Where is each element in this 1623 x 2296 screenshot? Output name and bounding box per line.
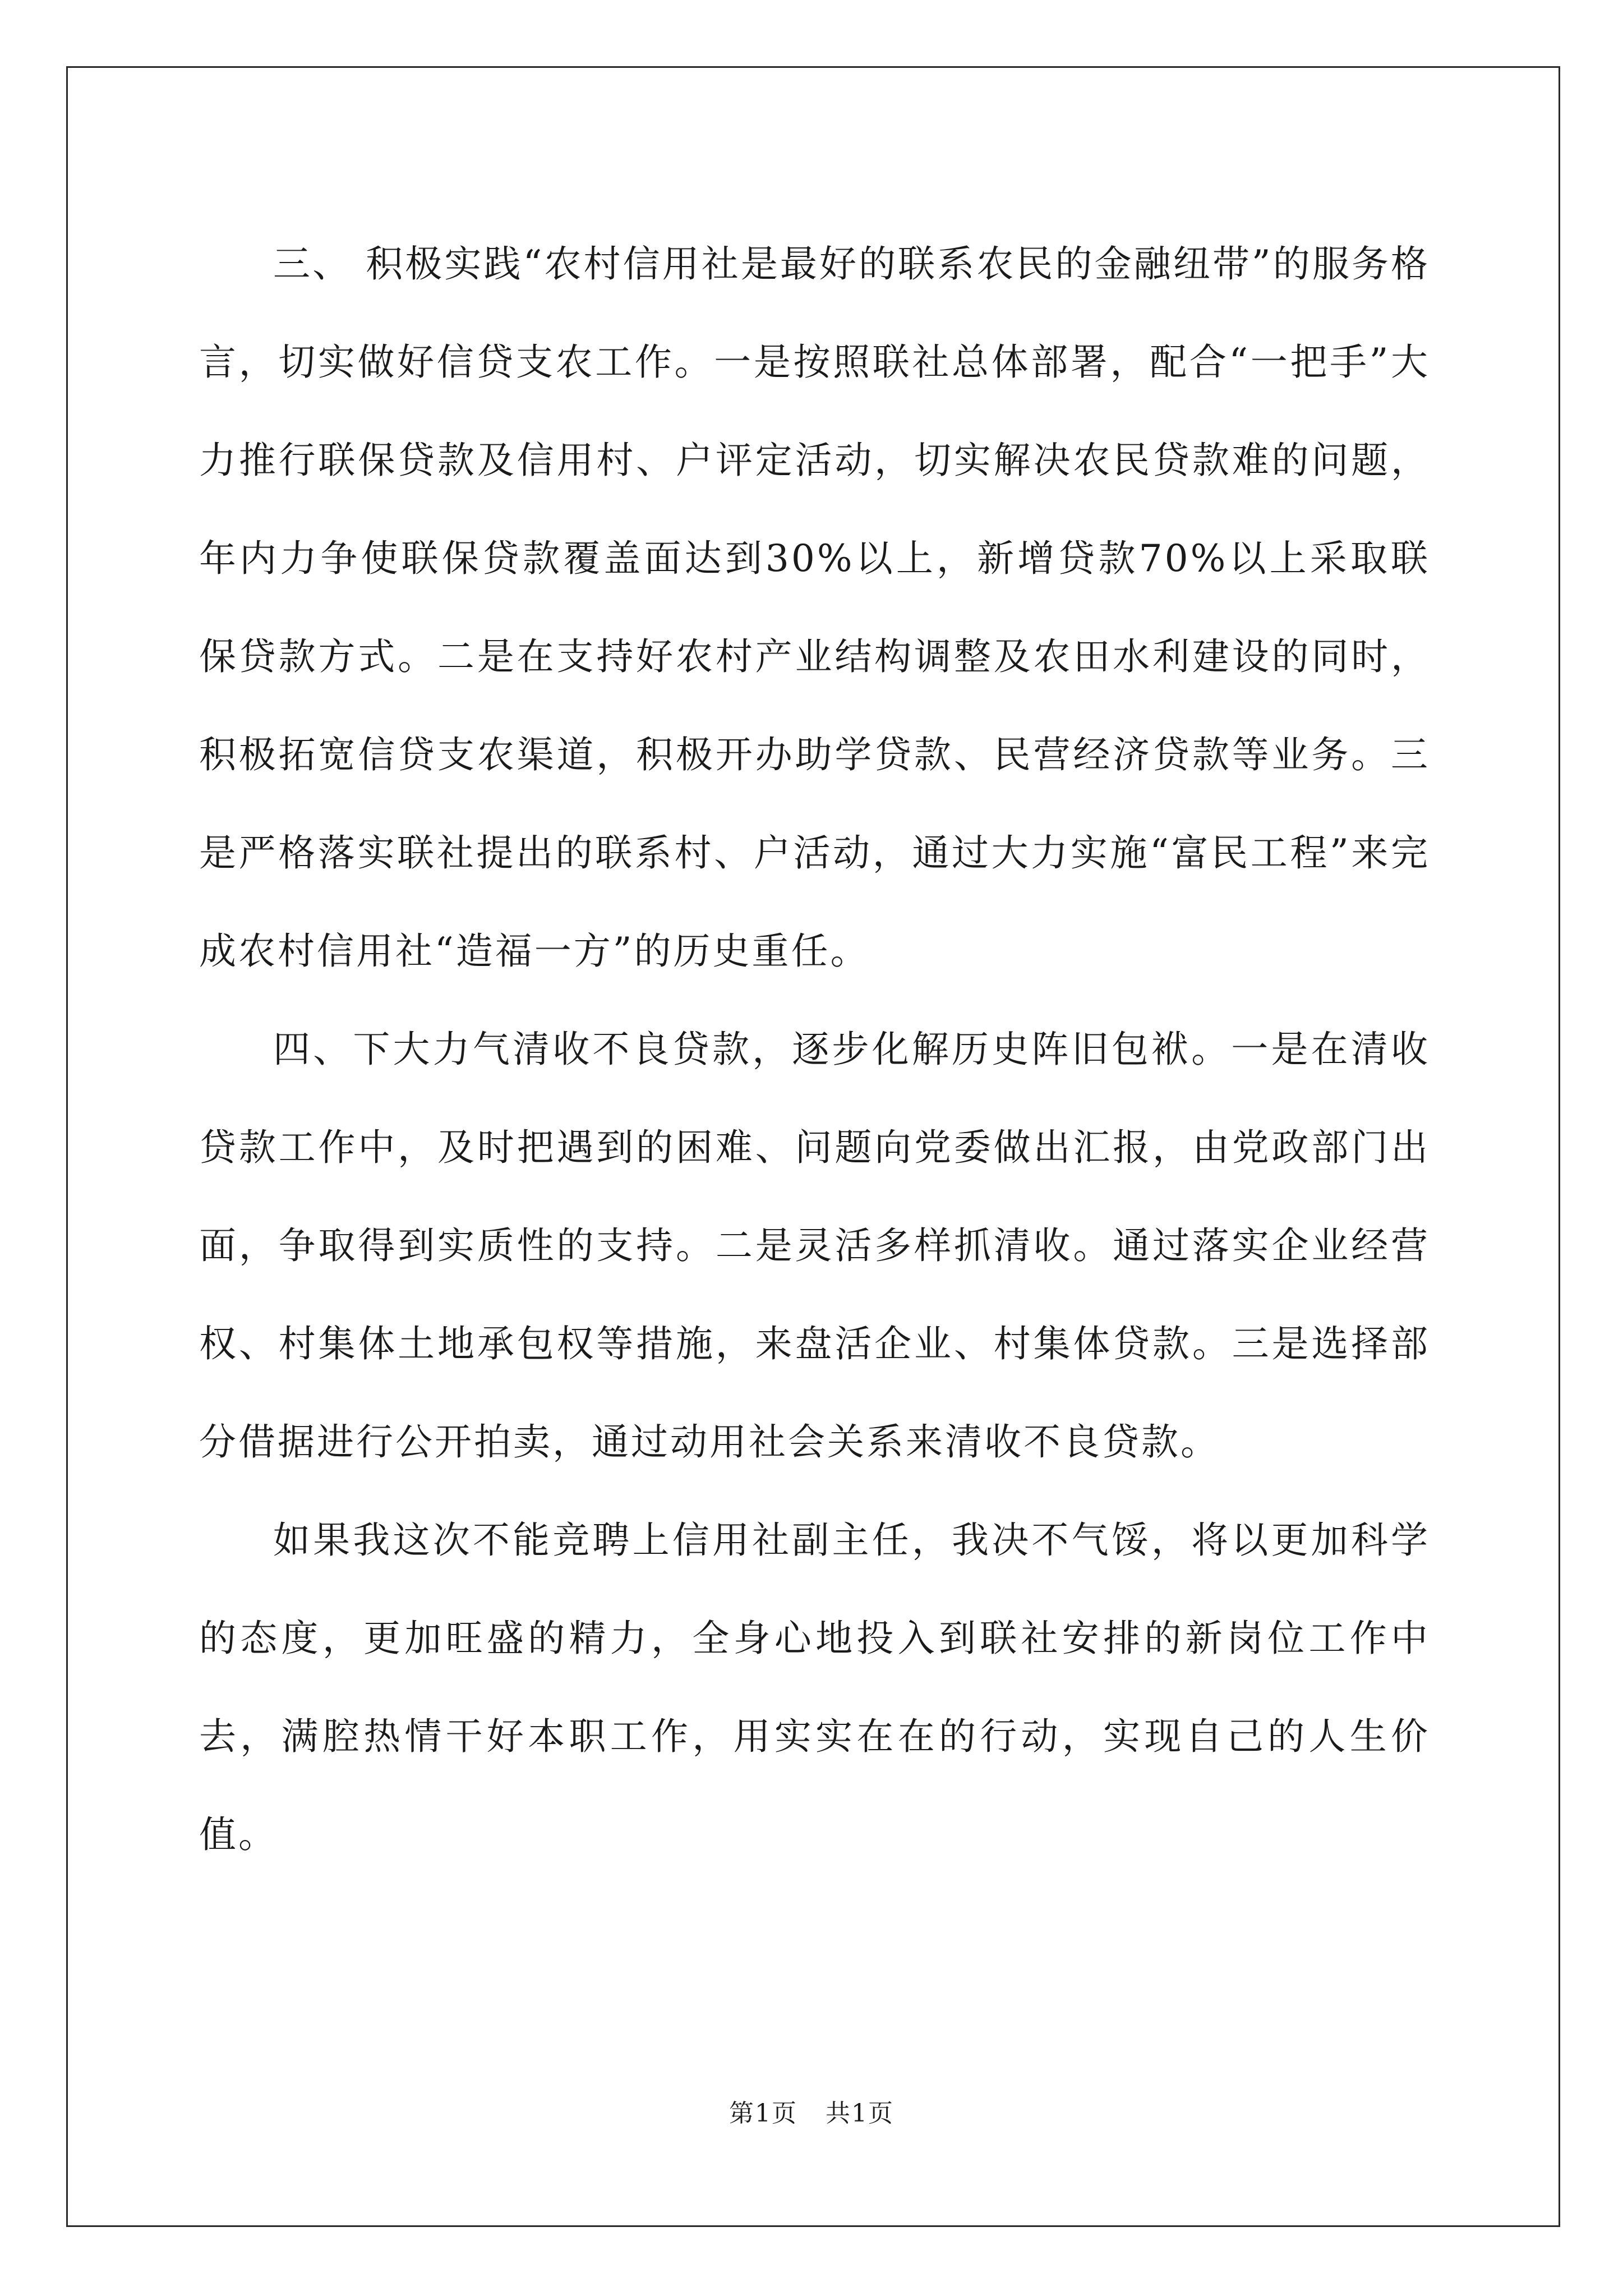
document-body (199, 215, 1430, 1884)
paragraph-conclusion: 如果我这次不能竞聘上信用社副主任，我决不气馁，将以更加科学的态度，更加旺盛的精力，全身心地投入到联社安排的新岗位工作中去，满腔热情干好本职工作，用实实在在的行动，实现自己的人生价值。 (199, 1519, 1430, 1856)
paragraph-3: 三、 积极实践“农村信用社是最好的联系农民的金融纽带”的服务格言，切实做好信贷支农工作。一是按照联社总体部署，配合“一把手”大力推行联保贷款及信用村、户评定活动，切实解决农民贷款难的问题，年内力争使联保贷款覆盖面达到30%以上，新增贷款70%以上采取联保贷款方式。二是在支持好农村产业结构调整及农田水利建设的同时，积极拓宽信贷支农渠道，积极开办助学贷款、民营经济贷款等业务。三是严格落实联社提出的联系村、户活动，通过大力实施“富民工程”来完成农村信用社“造福一方”的历史重任。 (199, 242, 1430, 973)
page-footer (0, 2097, 1623, 2131)
page-number: 第1页 (729, 2099, 797, 2128)
paragraph-4: 四、下大力气清收不良贷款，逐步化解历史阵旧包袱。一是在清收贷款工作中，及时把遇到的困难、问题向党委做出汇报，由党政部门出面，争取得到实质性的支持。二是灵活多样抓清收。通过落实企业经营权、村集体土地承包权等措施，来盘活企业、村集体贷款。三是选择部分借据进行公开拍卖，通过动用社会关系来清收不良贷款。 (199, 1028, 1430, 1464)
page-total: 共1页 (826, 2099, 894, 2128)
